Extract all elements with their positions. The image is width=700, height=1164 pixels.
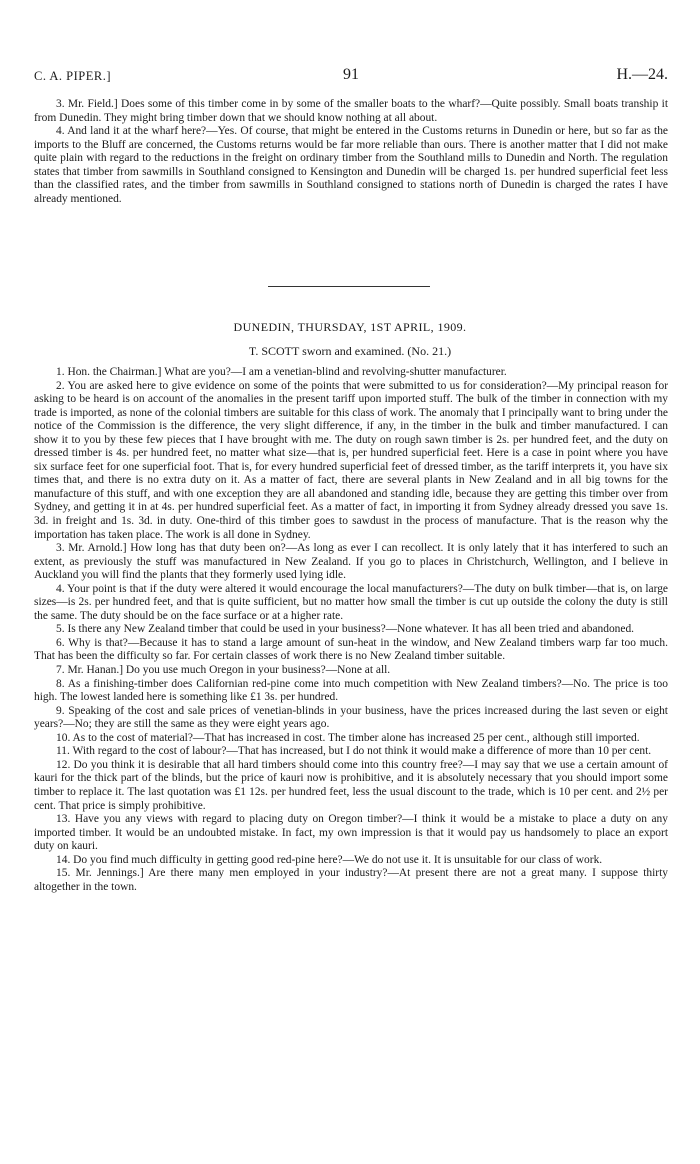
paragraph: 3. Mr. Field.] Does some of this timber come in by some of the smaller boats to the wharf?—Quite possibly. Small boats tranship it from Dunedin. They might bring timber down that we should know nothing at all about. [34,98,668,124]
paragraph: 7. Mr. Hanan.] Do you use much Oregon in your business?—None at all. [56,664,391,677]
document-reference: H.—24. [616,66,668,83]
testimony-body [34,366,668,894]
page-number: 91 [343,66,359,83]
paragraph: 6. Why is that?—Because it has to stand a large amount of sun-heat in the window, and New Zealand timbers warp far too much. That has been the difficulty so far. For certain classes of work there is no New Zealand timber suitable. [34,636,668,663]
paragraph: 9. Speaking of the cost and sale prices of venetian-blinds in your business, have the prices increased during the last seven or eight years?—No; they are still the same as they were eight years ago. [34,704,668,731]
paragraph: 12. Do you think it is desirable that all hard timbers should come into this country free?—I may say that we use a certain amount of kauri for the thick part of the blinds, but the price of kauri now is prohibitive, and it is absolutely necessary that you should import some timber to replace it. The last quotation was £1 12s. per hundred feet, less the usual discount to the trade, which is 10 per cent. and 2½ per cent. That price is simply prohibitive. [34,758,668,812]
paragraph: 5. Is there any New Zealand timber that could be used in your business?—None whatever. It has all been tried and abandoned. [56,623,635,636]
paragraph: 15. Mr. Jennings.] Are there many men employed in your industry?—At present there are not a great many. I suppose thirty altogether in the town. [34,867,668,893]
section-divider [268,286,430,287]
paragraph: 4. And land it at the wharf here?—Yes. Of course, that might be entered in the Customs returns in Dunedin or here, but so far as the imports to the Bluff are concerned, the Customs returns would be far more reliable than ours. There is another matter that I did not make quite plain with regard to the reductions in the freight on ordinary timber from the Southland mills to Dunedin and North. The regulation states that timber from sawmills in Southland consigned to Kensington and Dunedin will be charged 1s. per hundred superficial feet less than the classified rates, and the timber from sawmills in Southland consigned to stations north of Dunedin is charged the rates I have already mentioned. [34,125,668,205]
paragraph: 1. Hon. the Chairman.] What are you?—I am a venetian-blind and revolving-shutter manufacturer. [56,366,507,378]
page-header [34,66,668,86]
paragraph: 2. You are asked here to give evidence on some of the points that were submitted to us for consideration?—My principal reason for asking to be heard is on account of the anomalies in the present tariff upon imported stuff. The bulk of the timber in connection with my trade is imported, as none of the colonial timbers are suitable for this class of work. The anomaly that I principally want to bring under the notice of the Commission is the difference, the very slight difference, if any, in the timber in the bulk and timber manufactured. I can show it to you by these few pieces that I have brought with me. The duty on rough sawn timber is 2s. per hundred feet, and the duty on dressed timber is 4s. per hundred feet, no matter what size—that is, per hundred superficial feet. Here is a case in point where you have six surface feet for one superficial foot. That is, for every hundred superficial feet of dressed timber, as the tariff interprets it, you have six times that, and there is no extra duty on it. As a matter of fact, there are several plants in New Zealand and in all big towns for the manufacture of this stuff, and with one exception they are all abandoned and standing idle, because they are getting this timber over from Sydney, and getting it in at 4s. per hundred superficial feet. As a matter of fact, in importing it from Sydney already dressed you save 1s. 3d. in freight and 1s. 3d. in duty. One-third of this timber goes to sawdust in the process of manufacture. That is the reason why the importation has taken place. The work is all done in Sydney. [34,379,668,541]
section-title: DUNEDIN, THURSDAY, 1ST APRIL, 1909. [233,320,467,334]
continued-testimony [34,98,668,206]
paragraph: 14. Do you find much difficulty in getting good red-pine here?—We do not use it. It is unsuitable for our class of work. [56,853,603,866]
paragraph: 8. As a finishing-timber does Californian red-pine come into much competition with New Zealand timbers?—No. The price is too high. The lowest landed here is something like £1 3s. per hundred. [34,677,668,704]
paragraph: 4. Your point is that if the duty were altered it would encourage the local manufacturers?—The duty on bulk timber—that is, on large sizes—is 2s. per hundred feet, and that is quite sufficient, but no matter how small the timber is cut up outside the colony the duty is still the same. The duty should be on the face surface or at a higher rate. [34,582,668,622]
paragraph: 13. Have you any views with regard to placing duty on Oregon timber?—I think it would be a mistake to place a duty on any imported timber. It would be an undoubted mistake. In fact, my own impression is that it would pay us handsomely to place an export duty on kauri. [34,813,668,853]
paragraph: 3. Mr. Arnold.] How long has that duty been on?—As long as ever I can recollect. It is only lately that it has interfered to such an extent, as previously the stuff was manufactured in New Zealand. If you go to places in Christchurch, Wellington, and I believe in Auckland you will find the plants that they formerly used lying idle. [34,542,668,582]
header-witness: C. A. PIPER.] [34,69,112,83]
paragraph: 11. With regard to the cost of labour?—That has increased, but I do not think it would make a difference of more than 10 per cent. [56,745,652,758]
paragraph: 10. As to the cost of material?—That has increased in cost. The timber alone has increased 25 per cent., although still imported. [56,731,640,744]
section-subtitle: T. SCOTT sworn and examined. (No. 21.) [248,344,452,358]
